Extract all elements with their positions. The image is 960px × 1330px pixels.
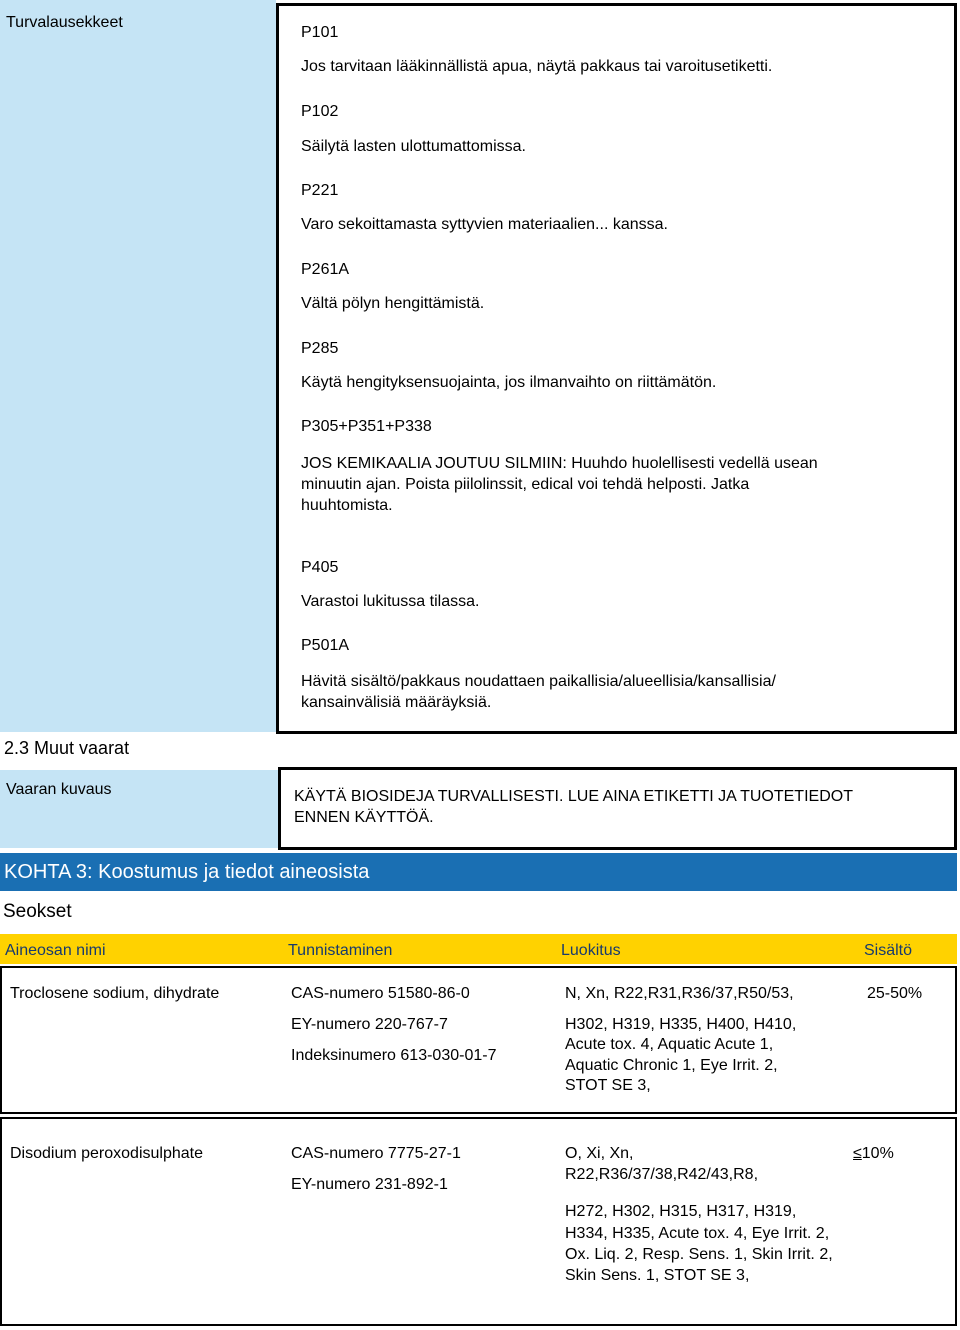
statement-text: Varastoi lukitussa tilassa. (301, 593, 480, 610)
column-header: Aineosan nimi (5, 942, 106, 959)
classification-line: STOT SE 3, (565, 1077, 651, 1094)
statement-text-line: kansainvälisiä määräyksiä. (301, 694, 492, 711)
statement-text: Jos tarvitaan lääkinnällistä apua, näytä pakkaus tai varoitusetiketti. (301, 58, 773, 75)
classification-line: H272, H302, H315, H317, H319, (565, 1203, 797, 1220)
statement-text-line: JOS KEMIKAALIA JOUTUU SILMIIN: Huuhdo huolellisesti vedellä usean (301, 455, 818, 472)
hazard-description-box (278, 767, 957, 850)
statement-text: Varo sekoittamasta syttyvien materiaalien... kanssa. (301, 216, 668, 233)
column-header: Luokitus (561, 942, 621, 959)
classification-line: Aquatic Chronic 1, Eye Irrit. 2, (565, 1057, 778, 1074)
hazard-description-line: ENNEN KÄYTTÖÄ. (294, 809, 434, 826)
less-or-equal-symbol: ≤ (853, 1145, 862, 1162)
section-3-header (0, 853, 957, 891)
other-hazards-heading: 2.3 Muut vaarat (4, 738, 130, 758)
statement-code: P261A (301, 261, 350, 278)
classification-line: Ox. Liq. 2, Resp. Sens. 1, Skin Irrit. 2, (565, 1246, 833, 1263)
hazard-description-label: Vaaran kuvaus (6, 781, 112, 798)
statement-text: Säilytä lasten ulottumattomissa. (301, 138, 526, 155)
statement-code: P101 (301, 24, 339, 41)
precautionary-label-cell (0, 0, 276, 732)
statement-code: P405 (301, 559, 339, 576)
statement-code: P102 (301, 103, 339, 120)
statement-text: Vältä pölyn hengittämistä. (301, 295, 485, 312)
statement-code: P501A (301, 637, 350, 654)
statement-text-line: Hävitä sisältö/pakkaus noudattaen paikallisia/alueellisia/kansallisia/ (301, 673, 776, 690)
table-row (0, 966, 957, 1114)
column-header: Sisältö (864, 942, 913, 959)
classification-line: N, Xn, R22,R31,R36/37,R50/53, (565, 985, 794, 1002)
classification-line: H302, H319, H335, H400, H410, (565, 1016, 797, 1033)
column-header: Tunnistaminen (288, 942, 393, 959)
hazard-description-label-cell (0, 770, 278, 848)
statement-code: P221 (301, 182, 339, 199)
section-3-title: KOHTA 3: Koostumus ja tiedot aineosista (4, 861, 370, 883)
mixtures-subtitle: Seokset (3, 901, 72, 922)
hazard-description-line: KÄYTÄ BIOSIDEJA TURVALLISESTI. LUE AINA ETIKETTI JA TUOTETIEDOT (294, 788, 853, 805)
identifier: EY-numero 231-892-1 (291, 1176, 448, 1193)
identifier: Indeksinumero 613-030-01-7 (291, 1047, 497, 1064)
classification-line: H334, H335, Acute tox. 4, Eye Irrit. 2, (565, 1225, 830, 1242)
ingredient-name: Disodium peroxodisulphate (10, 1145, 203, 1162)
table-header (0, 934, 957, 964)
ingredient-name: Troclosene sodium, dihydrate (10, 985, 220, 1002)
classification-line: R22,R36/37/38,R42/43,R8, (565, 1166, 759, 1183)
statement-text-line: minuutin ajan. Poista piilolinssit, edical voi tehdä helposti. Jatka (301, 476, 750, 493)
precautionary-statements-box (276, 3, 957, 734)
content-value-row (853, 1143, 894, 1164)
statement-code: P285 (301, 340, 339, 357)
identifier: CAS-numero 51580-86-0 (291, 985, 470, 1002)
statement-text: Käytä hengityksensuojainta, jos ilmanvaihto on riittämätön. (301, 374, 717, 391)
classification-line: Skin Sens. 1, STOT SE 3, (565, 1267, 750, 1284)
content-value: 25-50% (867, 985, 923, 1002)
identifier: EY-numero 220-767-7 (291, 1016, 448, 1033)
statement-code: P305+P351+P338 (301, 418, 432, 435)
precautionary-label: Turvalausekkeet (6, 14, 123, 31)
classification-line: O, Xi, Xn, (565, 1145, 634, 1162)
identifier: CAS-numero 7775-27-1 (291, 1145, 461, 1162)
statement-text-line: huuhtomista. (301, 497, 393, 514)
classification-line: Acute tox. 4, Aquatic Acute 1, (565, 1036, 774, 1053)
table-row (0, 1117, 957, 1326)
content-value: 10% (861, 1145, 894, 1162)
